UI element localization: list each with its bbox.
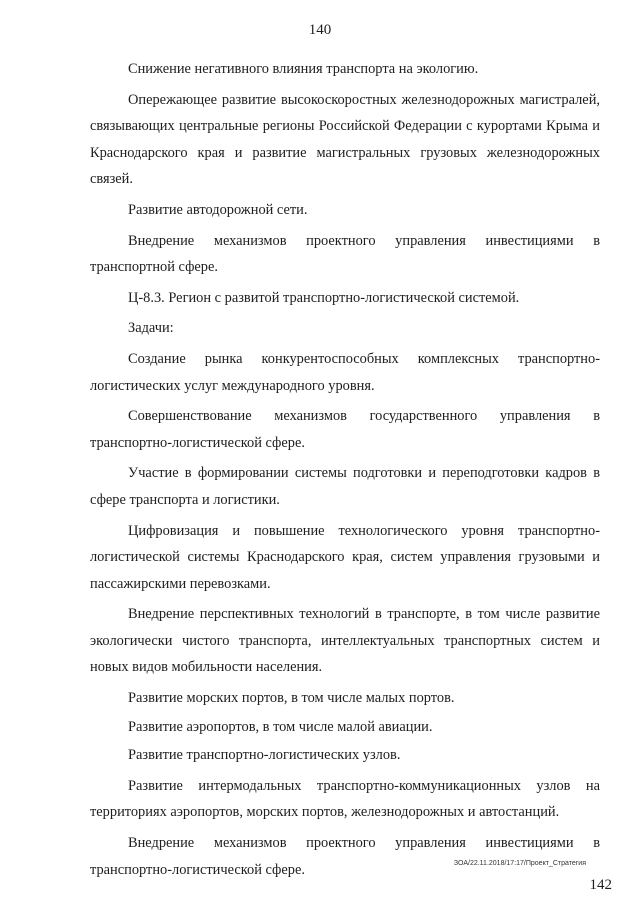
document-stamp: ЗОА/22.11.2018/17:17/Проект_Стратегия <box>453 860 586 867</box>
paragraph: Цифровизация и повышение технологического уровня транспортно-логистической системы Краснодарского края, систем управления грузовыми и пассажирскими перевозками. <box>90 522 600 592</box>
page-number-bottom: 142 <box>589 877 612 893</box>
paragraph: Развитие интермодальных транспортно-коммуникационных узлов на территориях аэропортов, морских портов, железнодорожных и автостанций. <box>90 777 600 821</box>
paragraph: Участие в формировании системы подготовки и переподготовки кадров в сфере транспорта и логистики. <box>90 465 600 508</box>
paragraph: Внедрение перспективных технологий в транспорте, в том числе развитие экологически чистого транспорта, интеллектуальных транспортных систем и новых видов мобильности населения. <box>90 606 600 676</box>
paragraph: Развитие автодорожной сети. <box>128 201 308 218</box>
paragraph: Совершенствование механизмов государственного управления в транспортно-логистической сфере. <box>90 408 600 451</box>
paragraph: Снижение негативного влияния транспорта на экологию. <box>128 61 479 77</box>
paragraph: Внедрение механизмов проектного управления инвестициями в транспортной сфере. <box>90 232 600 276</box>
paragraph: Создание рынка конкурентоспособных комплексных транспортно-логистических услуг международного уровня. <box>90 350 600 394</box>
paragraph: Развитие транспортно-логистических узлов. <box>128 747 401 764</box>
tasks-label: Задачи: <box>128 320 174 337</box>
document-body <box>90 56 600 887</box>
paragraph: Развитие аэропортов, в том числе малой авиации. <box>128 718 433 735</box>
paragraph: Опережающее развитие высокоскоростных железнодорожных магистралей, связывающих центральные регионы Российской Федерации с курортами Крыма и Краснодарского края и развитие магистральных грузовых железнодорожных связей. <box>90 91 600 188</box>
page-number-top: 140 <box>308 22 332 38</box>
paragraph: Внедрение механизмов проектного управления инвестициями в транспортно-логистической сфере. <box>90 835 600 878</box>
section-heading: Ц-8.3. Регион с развитой транспортно-логистической системой. <box>128 289 520 306</box>
paragraph: Развитие морских портов, в том числе малых портов. <box>128 690 455 707</box>
